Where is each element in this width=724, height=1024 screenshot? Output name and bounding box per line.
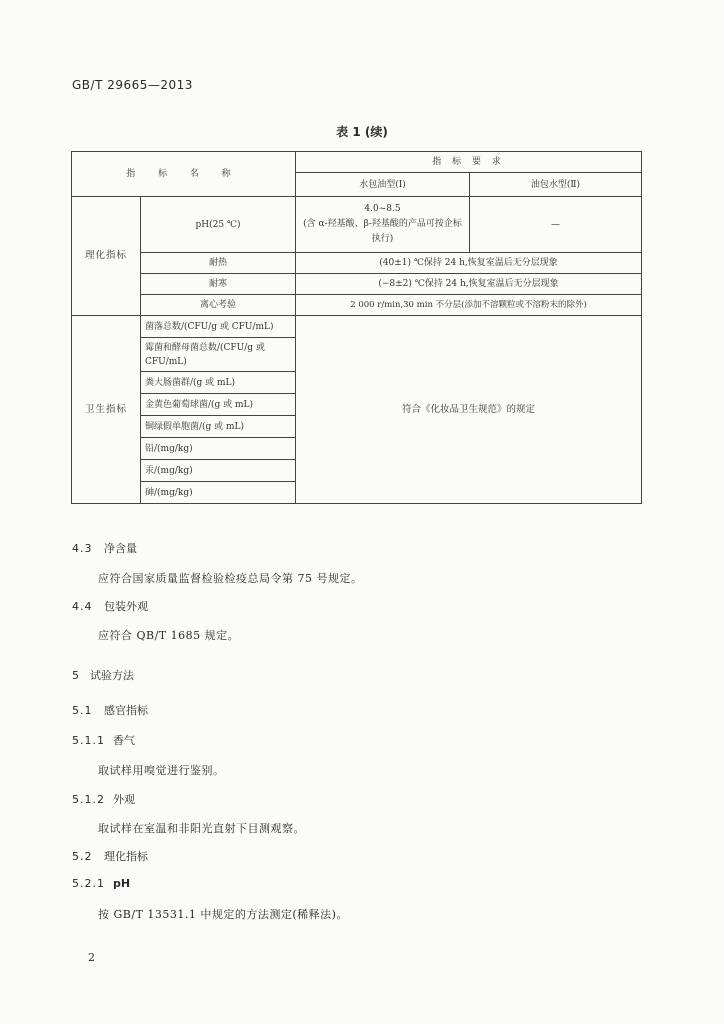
table-header-row [72,152,642,173]
section-heading [72,848,148,864]
centrifuge-name: 离心考验 [141,295,296,316]
section-heading [72,791,135,807]
heat-name: 耐热 [141,253,296,274]
ph-name: pH(25 ℃) [141,197,296,253]
section-number: 5.1.2 [72,793,105,806]
section-heading [72,667,134,683]
centrifuge-value: 2 000 r/min,30 min 不分层(添加不溶颗粒或不溶粉末的除外) [296,295,642,316]
section-title: pH [113,877,131,890]
table-row [72,274,642,295]
table-row [72,316,642,338]
hygiene-item: 砷/(mg/kg) [141,482,296,504]
section-number: 5.2 [72,850,93,863]
cold-value: (−8±2) ℃保持 24 h,恢复室温后无分层现象 [296,274,642,295]
paragraph: 按 GB/T 13531.1 中规定的方法测定(稀释法)。 [98,908,348,921]
heat-value: (40±1) ℃保持 24 h,恢复室温后无分层现象 [296,253,642,274]
header-indicator-requirement: 指 标 要 求 [296,152,642,173]
section-heading [72,702,148,718]
table-row [72,295,642,316]
ph-value: 4.0~8.5 (含 α-羟基酸、β-羟基酸的产品可按企标执行) [296,197,470,253]
section-title: 包装外观 [104,600,148,613]
section-title: 感官指标 [104,704,148,717]
spec-table [71,151,642,504]
paragraph: 应符合国家质量监督检验检疫总局令第 75 号规定。 [98,572,363,585]
hygiene-item: 铅/(mg/kg) [141,438,296,460]
hygiene-item: 铜绿假单胞菌/(g 或 mL) [141,416,296,438]
hygiene-value: 符合《化妆品卫生规范》的规定 [296,316,642,504]
paragraph: 应符合 QB/T 1685 规定。 [98,629,240,642]
header-type2: 油包水型(Ⅱ) [470,173,642,197]
hygiene-item: 粪大肠菌群/(g 或 mL) [141,372,296,394]
table-row [72,253,642,274]
section-heading [72,732,135,748]
section-number: 4.4 [72,600,93,613]
cold-name: 耐寒 [141,274,296,295]
group-physchem-label: 理化指标 [72,197,141,316]
hygiene-item: 菌落总数/(CFU/g 或 CFU/mL) [141,316,296,338]
ph-type2-value: — [470,197,642,253]
section-heading [72,598,148,614]
section-number: 5.1.1 [72,734,105,747]
section-heading [72,540,137,556]
section-title: 试验方法 [90,669,134,682]
hygiene-item: 汞/(mg/kg) [141,460,296,482]
section-number: 5.2.1 [72,877,105,890]
section-number: 5.1 [72,704,93,717]
section-title: 香气 [113,734,135,747]
table-caption: 表 1 (续) [336,125,388,139]
section-title: 外观 [113,793,135,806]
paragraph: 取试样用嗅觉进行鉴别。 [98,764,225,777]
header-indicator-name: 指 标 名 称 [72,152,296,197]
page-number: 2 [88,951,95,964]
paragraph: 取试样在室温和非阳光直射下目测观察。 [98,822,305,835]
section-title: 净含量 [104,542,137,555]
section-heading [72,877,130,890]
section-number: 5 [72,669,80,682]
table-row [72,197,642,253]
section-number: 4.3 [72,542,93,555]
hygiene-item: 霉菌和酵母菌总数/(CFU/g 或 CFU/mL) [141,338,296,372]
hygiene-item: 金黄色葡萄球菌/(g 或 mL) [141,394,296,416]
header-type1: 水包油型(Ⅰ) [296,173,470,197]
standard-number: GB/T 29665—2013 [72,78,193,92]
group-hygiene-label: 卫生指标 [72,316,141,504]
section-title: 理化指标 [104,850,148,863]
